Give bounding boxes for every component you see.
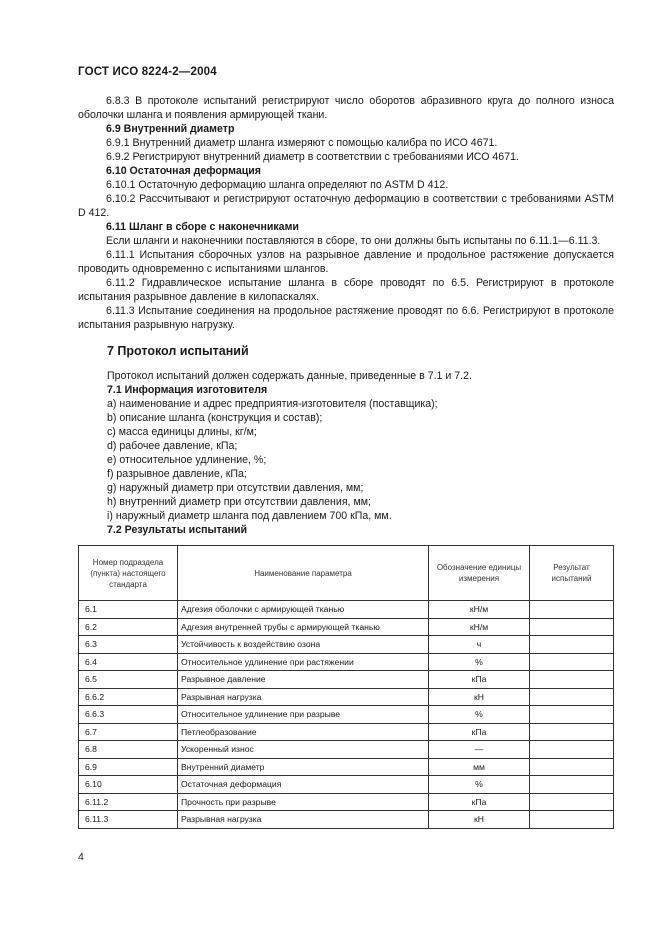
- heading-6-10: 6.10 Остаточная деформация: [106, 165, 261, 177]
- table-row: [79, 636, 614, 654]
- cell-unit: кН: [429, 811, 530, 829]
- section-6-text: [78, 94, 614, 332]
- cell-section: 6.7: [79, 723, 178, 741]
- list-item: i) наружный диаметр шланга под давлением 700 кПа, мм.: [107, 510, 392, 522]
- cell-unit: %: [429, 776, 530, 794]
- cell-parameter: Разрывное давление: [178, 671, 429, 689]
- cell-result: [530, 741, 614, 759]
- results-table: [78, 545, 614, 829]
- paragraph-6-11-3: 6.11.3 Испытание соединения на продольное растяжение проводят по 6.6. Регистрируют в протоколе испытания разрывную нагрузку.: [78, 305, 614, 331]
- heading-6-11: 6.11 Шланг в сборе с наконечниками: [106, 221, 299, 233]
- col-header-parameter: Наименование параметра: [178, 546, 429, 601]
- cell-parameter: Ускоренный износ: [178, 741, 429, 759]
- cell-parameter: Разрывная нагрузка: [178, 811, 429, 829]
- list-item: e) относительное удлинение, %;: [107, 454, 267, 466]
- cell-unit: %: [429, 653, 530, 671]
- cell-result: [530, 776, 614, 794]
- cell-result: [530, 793, 614, 811]
- cell-parameter: Остаточная деформация: [178, 776, 429, 794]
- table-row: [79, 793, 614, 811]
- cell-parameter: Прочность при разрыве: [178, 793, 429, 811]
- cell-unit: —: [429, 741, 530, 759]
- cell-parameter: Относительное удлинение при растяжении: [178, 653, 429, 671]
- cell-unit: кН: [429, 688, 530, 706]
- cell-section: 6.11.2: [79, 793, 178, 811]
- cell-section: 6.6.3: [79, 706, 178, 724]
- cell-result: [530, 811, 614, 829]
- cell-unit: кН/м: [429, 601, 530, 619]
- document-header: ГОСТ ИСО 8224-2—2004: [78, 66, 217, 78]
- section-7-intro: Протокол испытаний должен содержать данные, приведенные в 7.1 и 7.2.: [107, 370, 472, 382]
- cell-section: 6.2: [79, 618, 178, 636]
- col-header-result: Результат испытаний: [530, 546, 614, 601]
- cell-parameter: Относительное удлинение при разрыве: [178, 706, 429, 724]
- paragraph-6-11-1: 6.11.1 Испытания сборочных узлов на разрывное давление и продольное растяжение допускается проводить одновременно с испытаниями шлангов.: [78, 249, 614, 275]
- table-row: [79, 811, 614, 829]
- paragraph-6-11: Если шланги и наконечники поставляются в сборе, то они должны быть испытаны по 6.11.1—6.11.3.: [106, 235, 601, 247]
- cell-section: 6.4: [79, 653, 178, 671]
- paragraph-6-9-2: 6.9.2 Регистрируют внутренний диаметр в соответствии с требованиями ИСО 4671.: [106, 151, 519, 163]
- cell-parameter: Разрывная нагрузка: [178, 688, 429, 706]
- paragraph-6-11-2: 6.11.2 Гидравлическое испытание шланга в сборе проводят по 6.5. Регистрируют в протоколе испытания разрывное давление в килопаскалях.: [78, 277, 614, 303]
- cell-result: [530, 653, 614, 671]
- cell-unit: %: [429, 706, 530, 724]
- heading-7-2: 7.2 Результаты испытаний: [107, 524, 248, 536]
- list-item: a) наименование и адрес предприятия-изготовителя (поставщика);: [107, 398, 438, 410]
- heading-7-1: 7.1 Информация изготовителя: [107, 384, 268, 396]
- paragraph-6-9-1: 6.9.1 Внутренний диаметр шланга измеряют с помощью калибра по ИСО 4671.: [106, 137, 498, 149]
- list-item: g) наружный диаметр при отсутствии давления, мм;: [107, 482, 364, 494]
- paragraph-6-10-2: 6.10.2 Рассчитывают и регистрируют остаточную деформацию в соответствии с требованиями ASTM D 412.: [78, 193, 614, 219]
- section-7-body: [107, 369, 614, 537]
- table-row: [79, 688, 614, 706]
- cell-result: [530, 758, 614, 776]
- cell-section: 6.11.3: [79, 811, 178, 829]
- list-item: b) описание шланга (конструкция и состав);: [107, 412, 323, 424]
- page-number: 4: [78, 851, 84, 863]
- paragraph-6-10-1: 6.10.1 Остаточную деформацию шланга определяют по ASTM D 412.: [106, 179, 449, 191]
- heading-6-9: 6.9 Внутренний диаметр: [106, 123, 235, 135]
- cell-unit: кПа: [429, 793, 530, 811]
- list-item: d) рабочее давление, кПа;: [107, 440, 238, 452]
- cell-result: [530, 723, 614, 741]
- cell-section: 6.1: [79, 601, 178, 619]
- table-row: [79, 706, 614, 724]
- cell-result: [530, 688, 614, 706]
- col-header-section: Номер подраздела (пункта) настоящего стандарта: [79, 546, 178, 601]
- cell-section: 6.9: [79, 758, 178, 776]
- table-row: [79, 758, 614, 776]
- cell-section: 6.10: [79, 776, 178, 794]
- cell-result: [530, 671, 614, 689]
- table-row: [79, 653, 614, 671]
- cell-unit: кПа: [429, 671, 530, 689]
- cell-section: 6.3: [79, 636, 178, 654]
- paragraph-6-8-3: 6.8.3 В протоколе испытаний регистрируют число оборотов абразивного круга до полного износа оболочки шланга и появления армирующей ткани.: [78, 95, 614, 121]
- cell-result: [530, 618, 614, 636]
- cell-unit: кПа: [429, 723, 530, 741]
- table-row: [79, 601, 614, 619]
- list-item: c) масса единицы длины, кг/м;: [107, 426, 257, 438]
- cell-result: [530, 636, 614, 654]
- cell-section: 6.6.2: [79, 688, 178, 706]
- cell-unit: ч: [429, 636, 530, 654]
- cell-unit: кН/м: [429, 618, 530, 636]
- table-row: [79, 723, 614, 741]
- table-row: [79, 618, 614, 636]
- table-header-row: [79, 546, 614, 601]
- cell-section: 6.8: [79, 741, 178, 759]
- table-row: [79, 671, 614, 689]
- cell-unit: мм: [429, 758, 530, 776]
- cell-parameter: Петлеобразование: [178, 723, 429, 741]
- cell-result: [530, 601, 614, 619]
- section-7-title: 7 Протокол испытаний: [107, 344, 249, 358]
- cell-result: [530, 706, 614, 724]
- col-header-unit: Обозначение единицы измерения: [429, 546, 530, 601]
- list-item: f) разрывное давление, кПа;: [107, 468, 247, 480]
- table-row: [79, 741, 614, 759]
- list-item: h) внутренний диаметр при отсутствии давления, мм;: [107, 496, 371, 508]
- cell-parameter: Устойчивость к воздействию озона: [178, 636, 429, 654]
- cell-parameter: Адгезия оболочки с армирующей тканью: [178, 601, 429, 619]
- cell-parameter: Внутренний диаметр: [178, 758, 429, 776]
- cell-section: 6.5: [79, 671, 178, 689]
- table-row: [79, 776, 614, 794]
- cell-parameter: Адгезия внутренней трубы с армирующей тканью: [178, 618, 429, 636]
